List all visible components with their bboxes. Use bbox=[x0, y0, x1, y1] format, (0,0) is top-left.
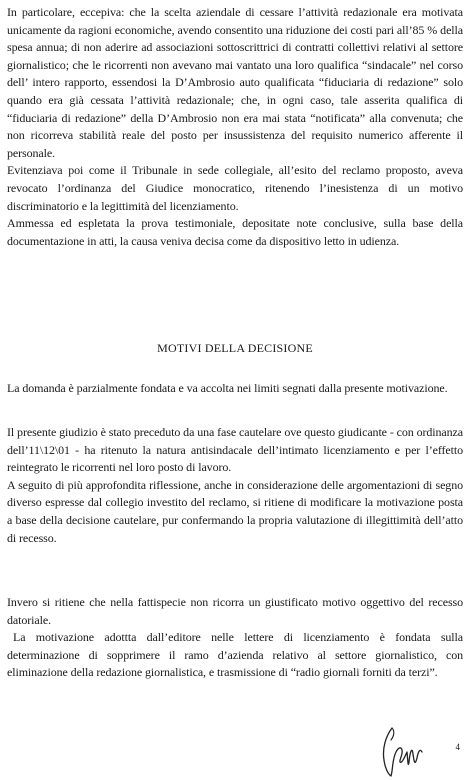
paragraph-eccezioni: In particolare, eccepiva: che la scelta aziendale di cessare l’attività redazionale era motivata unicamente da ragioni economiche, avendo consentito una riduzione dei costi pari all’85 % della spesa annua; di non aderire ad associazioni sottoscrittrici di contratti collettivi relativi al settore giornalistico; che le ricorrenti non avevano mai vantato una loro qualifica “sindacale” nel corso dell’ intero rapporto, essendosi la D’Ambrosio auto qualificata “fiduciaria di redazione” solo quando era già cessata l’attività redazionale; che, in ogni caso, tale asserita qualifica di “fiduciaria di redazione” della D’Ambrosio non era mai stata “notificata” alla convenuta; che non ricorreva stabilità reale del posto per insussistenza del requisito numerico afferente il personale. bbox=[7, 5, 463, 160]
section-heading: MOTIVI DELLA DECISIONE bbox=[157, 341, 313, 355]
paragraph-riflessione: A seguito di più approfondita riflessione, anche in considerazione delle argomentazioni di segno diverso espresse dal collegio investito del reclamo, si ritiene di modificare la motivazione posta a base della decisione cautelare, pur confermando la propria valutazione di illegittimità dell’atto di recesso. bbox=[7, 477, 463, 545]
page-number: 4 bbox=[455, 742, 460, 752]
handwritten-signature bbox=[378, 722, 428, 780]
paragraph-giustificato-motivo: Invero si ritiene che nella fattispecie non ricorra un giustificato motivo oggettivo del recesso datoriale. bbox=[7, 595, 463, 627]
paragraph-fase-cautelare: Il presente giudizio è stato preceduto da una fase cautelare ove questo giudicante - con ordinanza dell’11\12\01 - ha ritenuto la natura antisindacale dell’intimato licenziamento e per l’effetto reintegrato le ricorrenti nel loro posto di lavoro. bbox=[7, 425, 463, 475]
paragraph-reclamo: Evitenziava poi come il Tribunale in sede collegiale, all’esito del reclamo proposto, aveva revocato l’ordinanza del Giudice monocratico, ritenendo l’inesistenza di un motivo discriminatorio e la legittimità del licenziamento. bbox=[7, 163, 463, 213]
section-intro bbox=[7, 380, 463, 398]
section-opening bbox=[7, 4, 463, 250]
section-middle bbox=[7, 424, 463, 547]
paragraph-motivazione-editore: La motivazione adottta dall’editore nelle lettere di licenziamento è fondata sulla determinazione di sopprimere il ramo d’azienda relativo al settore giornalistico, con eliminazione della redazione giornalistica, e trasmissione di “radio giornali forniti da terzi”. bbox=[7, 630, 463, 680]
paragraph-istruttoria: Ammessa ed espletata la prova testimoniale, depositate note conclusive, sulla base della documentazione in atti, la causa veniva decisa come da dispositivo letto in udienza. bbox=[7, 216, 463, 248]
paragraph-domanda: La domanda è parzialmente fondata e va accolta nei limiti segnati dalla presente motivazione. bbox=[7, 381, 448, 395]
section-closing bbox=[7, 594, 463, 682]
